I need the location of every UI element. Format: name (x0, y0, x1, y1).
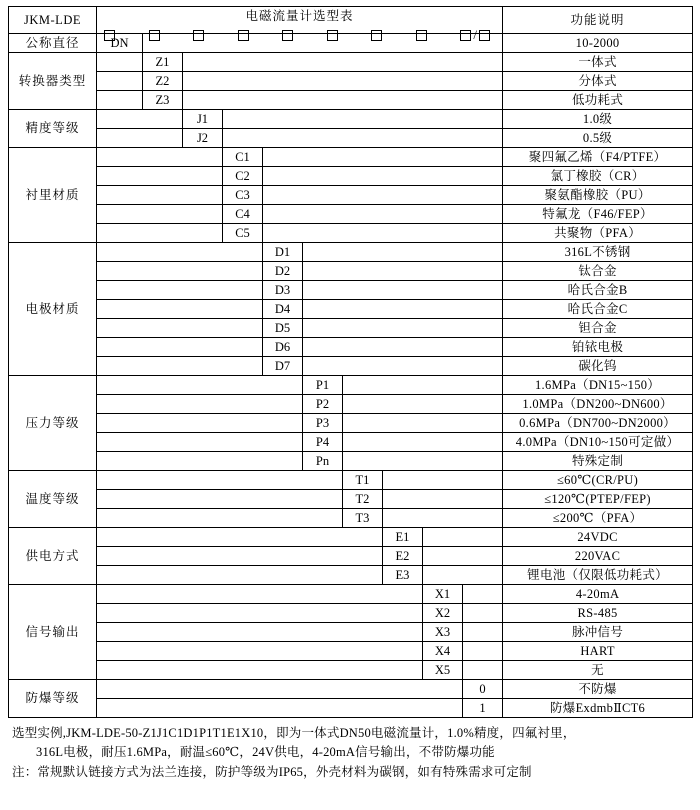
blank-cell (303, 281, 503, 300)
blank-cell (383, 471, 503, 490)
row-converter-type-1 (9, 53, 693, 72)
blank-cell (97, 490, 343, 509)
row-electrode-2 (9, 262, 693, 281)
code-box-6[interactable] (327, 30, 338, 41)
blank-cell (263, 186, 503, 205)
code-d1[interactable]: D1 (263, 243, 303, 262)
blank-cell (263, 224, 503, 243)
blank-cell (97, 585, 423, 604)
desc-c1: 聚四氟乙烯（F4/PTFE） (503, 148, 693, 167)
code-t3[interactable]: T3 (343, 509, 383, 528)
desc-e2: 220VAC (503, 547, 693, 566)
blank-cell (97, 110, 183, 129)
code-p2[interactable]: P2 (303, 395, 343, 414)
code-ex1[interactable]: 1 (463, 699, 503, 718)
row-electrode-4 (9, 300, 693, 319)
desc-p1: 1.6MPa（DN15~150） (503, 376, 693, 395)
desc-p3: 0.6MPa（DN700~DN2000） (503, 414, 693, 433)
blank-cell (303, 243, 503, 262)
code-ex0[interactable]: 0 (463, 680, 503, 699)
row-label-converter-type: 转换器类型 (9, 53, 97, 110)
desc-c2: 氯丁橡胶（CR） (503, 167, 693, 186)
blank-cell (223, 110, 503, 129)
desc-x4: HART (503, 642, 693, 661)
desc-ex1: 防爆ExdmbⅡCT6 (503, 699, 693, 718)
blank-cell (97, 566, 383, 585)
blank-cell (423, 547, 503, 566)
code-pn[interactable]: Pn (303, 452, 343, 471)
notes-block (8, 724, 692, 782)
blank-cell (463, 642, 503, 661)
desc-x3: 脉冲信号 (503, 623, 693, 642)
blank-cell (343, 433, 503, 452)
selection-table (8, 6, 693, 718)
blank-cell (423, 528, 503, 547)
blank-cell (183, 72, 503, 91)
row-pressure-1 (9, 376, 693, 395)
code-box-4[interactable] (238, 30, 249, 41)
desc-pn: 特殊定制 (503, 452, 693, 471)
code-box-3[interactable] (193, 30, 204, 41)
desc-d1: 316L不锈钢 (503, 243, 693, 262)
blank-cell (97, 338, 263, 357)
code-p3[interactable]: P3 (303, 414, 343, 433)
desc-d4: 哈氏合金C (503, 300, 693, 319)
blank-cell (343, 414, 503, 433)
desc-t2: ≤120℃(PTEP/FEP) (503, 490, 693, 509)
blank-cell (97, 547, 383, 566)
row-label-pressure: 压力等级 (9, 376, 97, 471)
code-dn[interactable]: DN (97, 34, 143, 53)
row-pressure-3 (9, 414, 693, 433)
blank-cell (97, 509, 343, 528)
desc-j2: 0.5级 (503, 129, 693, 148)
function-title-cell: 功能说明 (503, 7, 693, 34)
blank-cell (343, 376, 503, 395)
row-signal-1 (9, 585, 693, 604)
row-electrode-6 (9, 338, 693, 357)
blank-cell (423, 566, 503, 585)
blank-cell (463, 604, 503, 623)
row-explosionproof-2 (9, 699, 693, 718)
row-label-accuracy: 精度等级 (9, 110, 97, 148)
desc-x1: 4-20mA (503, 585, 693, 604)
code-j1[interactable]: J1 (183, 110, 223, 129)
code-d5[interactable]: D5 (263, 319, 303, 338)
row-electrode-1 (9, 243, 693, 262)
code-x3[interactable]: X3 (423, 623, 463, 642)
row-pressure-2 (9, 395, 693, 414)
blank-cell (97, 661, 423, 680)
row-temperature-1 (9, 471, 693, 490)
desc-x2: RS-485 (503, 604, 693, 623)
blank-cell (97, 642, 423, 661)
row-temperature-3 (9, 509, 693, 528)
row-temperature-2 (9, 490, 693, 509)
row-signal-2 (9, 604, 693, 623)
model-prefix-cell: JKM-LDE (9, 7, 97, 34)
desc-c5: 共聚物（PFA） (503, 224, 693, 243)
blank-cell (97, 129, 183, 148)
desc-d2: 钛合金 (503, 262, 693, 281)
row-label-nominal-diameter: 公称直径 (9, 34, 97, 53)
row-signal-5 (9, 661, 693, 680)
row-liner-3 (9, 186, 693, 205)
row-power-3 (9, 566, 693, 585)
blank-cell (303, 262, 503, 281)
blank-cell (97, 528, 383, 547)
code-box-2[interactable] (149, 30, 160, 41)
blank-cell (97, 395, 303, 414)
desc-t1: ≤60℃(CR/PU) (503, 471, 693, 490)
blank-cell (97, 148, 223, 167)
blank-cell (303, 338, 503, 357)
blank-cell (97, 319, 263, 338)
blank-cell (263, 205, 503, 224)
blank-cell (97, 433, 303, 452)
desc-p2: 1.0MPa（DN200~DN600） (503, 395, 693, 414)
code-e1[interactable]: E1 (383, 528, 423, 547)
blank-cell (463, 661, 503, 680)
code-d6[interactable]: D6 (263, 338, 303, 357)
desc-c4: 特氟龙（F46/FEP） (503, 205, 693, 224)
row-electrode-7 (9, 357, 693, 376)
slash-separator: / (473, 27, 477, 42)
desc-d6: 铂铱电极 (503, 338, 693, 357)
code-p1[interactable]: P1 (303, 376, 343, 395)
blank-cell (97, 699, 463, 718)
desc-x5: 无 (503, 661, 693, 680)
code-t1[interactable]: T1 (343, 471, 383, 490)
blank-cell (97, 53, 143, 72)
blank-cell (97, 91, 143, 110)
row-label-signal: 信号输出 (9, 585, 97, 680)
row-accuracy-2 (9, 129, 693, 148)
desc-e3: 锂电池（仅限低功耗式） (503, 566, 693, 585)
code-j2[interactable]: J2 (183, 129, 223, 148)
code-x4[interactable]: X4 (423, 642, 463, 661)
code-boxes-overlay (104, 27, 490, 43)
blank-cell (383, 509, 503, 528)
table-title-text: 电磁流量计选型表 (245, 9, 354, 23)
code-z1[interactable]: Z1 (143, 53, 183, 72)
note-example-line2: 316L电极，耐压1.6MPa，耐温≤60℃，24V供电，4-20mA信号输出，不带防爆功能 (36, 745, 495, 760)
code-box-1[interactable] (104, 30, 115, 41)
blank-cell (97, 680, 463, 699)
blank-cell (97, 623, 423, 642)
blank-cell (97, 186, 223, 205)
note-example-line1: 选型实例,JKM-LDE-50-Z1J1C1D1P1T1E1X10，即为一体式DN50电磁流量计，1.0%精度，四氟衬里， (12, 726, 576, 740)
blank-cell (343, 395, 503, 414)
desc-ex0: 不防爆 (503, 680, 693, 699)
code-z2[interactable]: Z2 (143, 72, 183, 91)
blank-cell (183, 53, 503, 72)
code-box-slash-group (460, 27, 490, 43)
blank-cell (97, 205, 223, 224)
blank-cell (97, 376, 303, 395)
code-e3[interactable]: E3 (383, 566, 423, 585)
blank-cell (97, 414, 303, 433)
blank-cell (303, 300, 503, 319)
row-explosionproof-1 (9, 680, 693, 699)
desc-d7: 碳化钨 (503, 357, 693, 376)
blank-cell (97, 224, 223, 243)
code-p4[interactable]: P4 (303, 433, 343, 452)
code-c3[interactable]: C3 (223, 186, 263, 205)
desc-c3: 聚氨酯橡胶（PU） (503, 186, 693, 205)
desc-p4: 4.0MPa（DN10~150可定做） (503, 433, 693, 452)
row-pressure-4 (9, 433, 693, 452)
row-label-temperature: 温度等级 (9, 471, 97, 528)
row-signal-4 (9, 642, 693, 661)
blank-cell (97, 357, 263, 376)
blank-cell (263, 148, 503, 167)
code-x2[interactable]: X2 (423, 604, 463, 623)
code-box-10[interactable] (479, 30, 490, 41)
code-d4[interactable]: D4 (263, 300, 303, 319)
code-box-5[interactable] (282, 30, 293, 41)
code-c4[interactable]: C4 (223, 205, 263, 224)
row-label-explosionproof: 防爆等级 (9, 680, 97, 718)
desc-z1: 一体式 (503, 53, 693, 72)
blank-cell (303, 357, 503, 376)
row-label-power: 供电方式 (9, 528, 97, 585)
desc-d5: 钽合金 (503, 319, 693, 338)
row-converter-type-2 (9, 72, 693, 91)
code-c1[interactable]: C1 (223, 148, 263, 167)
row-pressure-5 (9, 452, 693, 471)
code-c5[interactable]: C5 (223, 224, 263, 243)
blank-cell (97, 243, 263, 262)
blank-cell (223, 129, 503, 148)
blank-cell (263, 167, 503, 186)
code-d7[interactable]: D7 (263, 357, 303, 376)
row-accuracy-1 (9, 110, 693, 129)
blank-cell (343, 452, 503, 471)
code-x5[interactable]: X5 (423, 661, 463, 680)
desc-j1: 1.0级 (503, 110, 693, 129)
desc-e1: 24VDC (503, 528, 693, 547)
desc-t3: ≤200℃（PFA） (503, 509, 693, 528)
row-liner-4 (9, 205, 693, 224)
code-x1[interactable]: X1 (423, 585, 463, 604)
blank-cell (97, 167, 223, 186)
row-electrode-5 (9, 319, 693, 338)
row-converter-type-3 (9, 91, 693, 110)
code-d2[interactable]: D2 (263, 262, 303, 281)
desc-d3: 哈氏合金B (503, 281, 693, 300)
blank-cell (97, 281, 263, 300)
code-box-7[interactable] (371, 30, 382, 41)
row-label-electrode: 电极材质 (9, 243, 97, 376)
row-liner-1 (9, 148, 693, 167)
row-power-2 (9, 547, 693, 566)
code-c2[interactable]: C2 (223, 167, 263, 186)
blank-cell (183, 91, 503, 110)
desc-nominal-diameter: 10-2000 (503, 34, 693, 53)
blank-cell (97, 72, 143, 91)
desc-z2: 分体式 (503, 72, 693, 91)
note-remark-line: 注：常规默认链接方式为法兰连接，防护等级为IP65，外壳材料为碳钢，如有特殊需求可定制 (12, 764, 532, 779)
blank-cell (463, 585, 503, 604)
blank-cell (97, 471, 343, 490)
row-power-1 (9, 528, 693, 547)
blank-cell (97, 262, 263, 281)
code-z3[interactable]: Z3 (143, 91, 183, 110)
blank-cell (383, 490, 503, 509)
code-e2[interactable]: E2 (383, 547, 423, 566)
blank-cell (97, 452, 303, 471)
desc-z3: 低功耗式 (503, 91, 693, 110)
row-label-liner: 衬里材质 (9, 148, 97, 243)
row-liner-5 (9, 224, 693, 243)
code-d3[interactable]: D3 (263, 281, 303, 300)
blank-cell (97, 300, 263, 319)
row-signal-3 (9, 623, 693, 642)
blank-cell (97, 604, 423, 623)
blank-cell (303, 319, 503, 338)
blank-cell (463, 623, 503, 642)
code-t2[interactable]: T2 (343, 490, 383, 509)
code-box-8[interactable] (416, 30, 427, 41)
row-electrode-3 (9, 281, 693, 300)
row-liner-2 (9, 167, 693, 186)
code-box-9[interactable] (460, 30, 471, 41)
